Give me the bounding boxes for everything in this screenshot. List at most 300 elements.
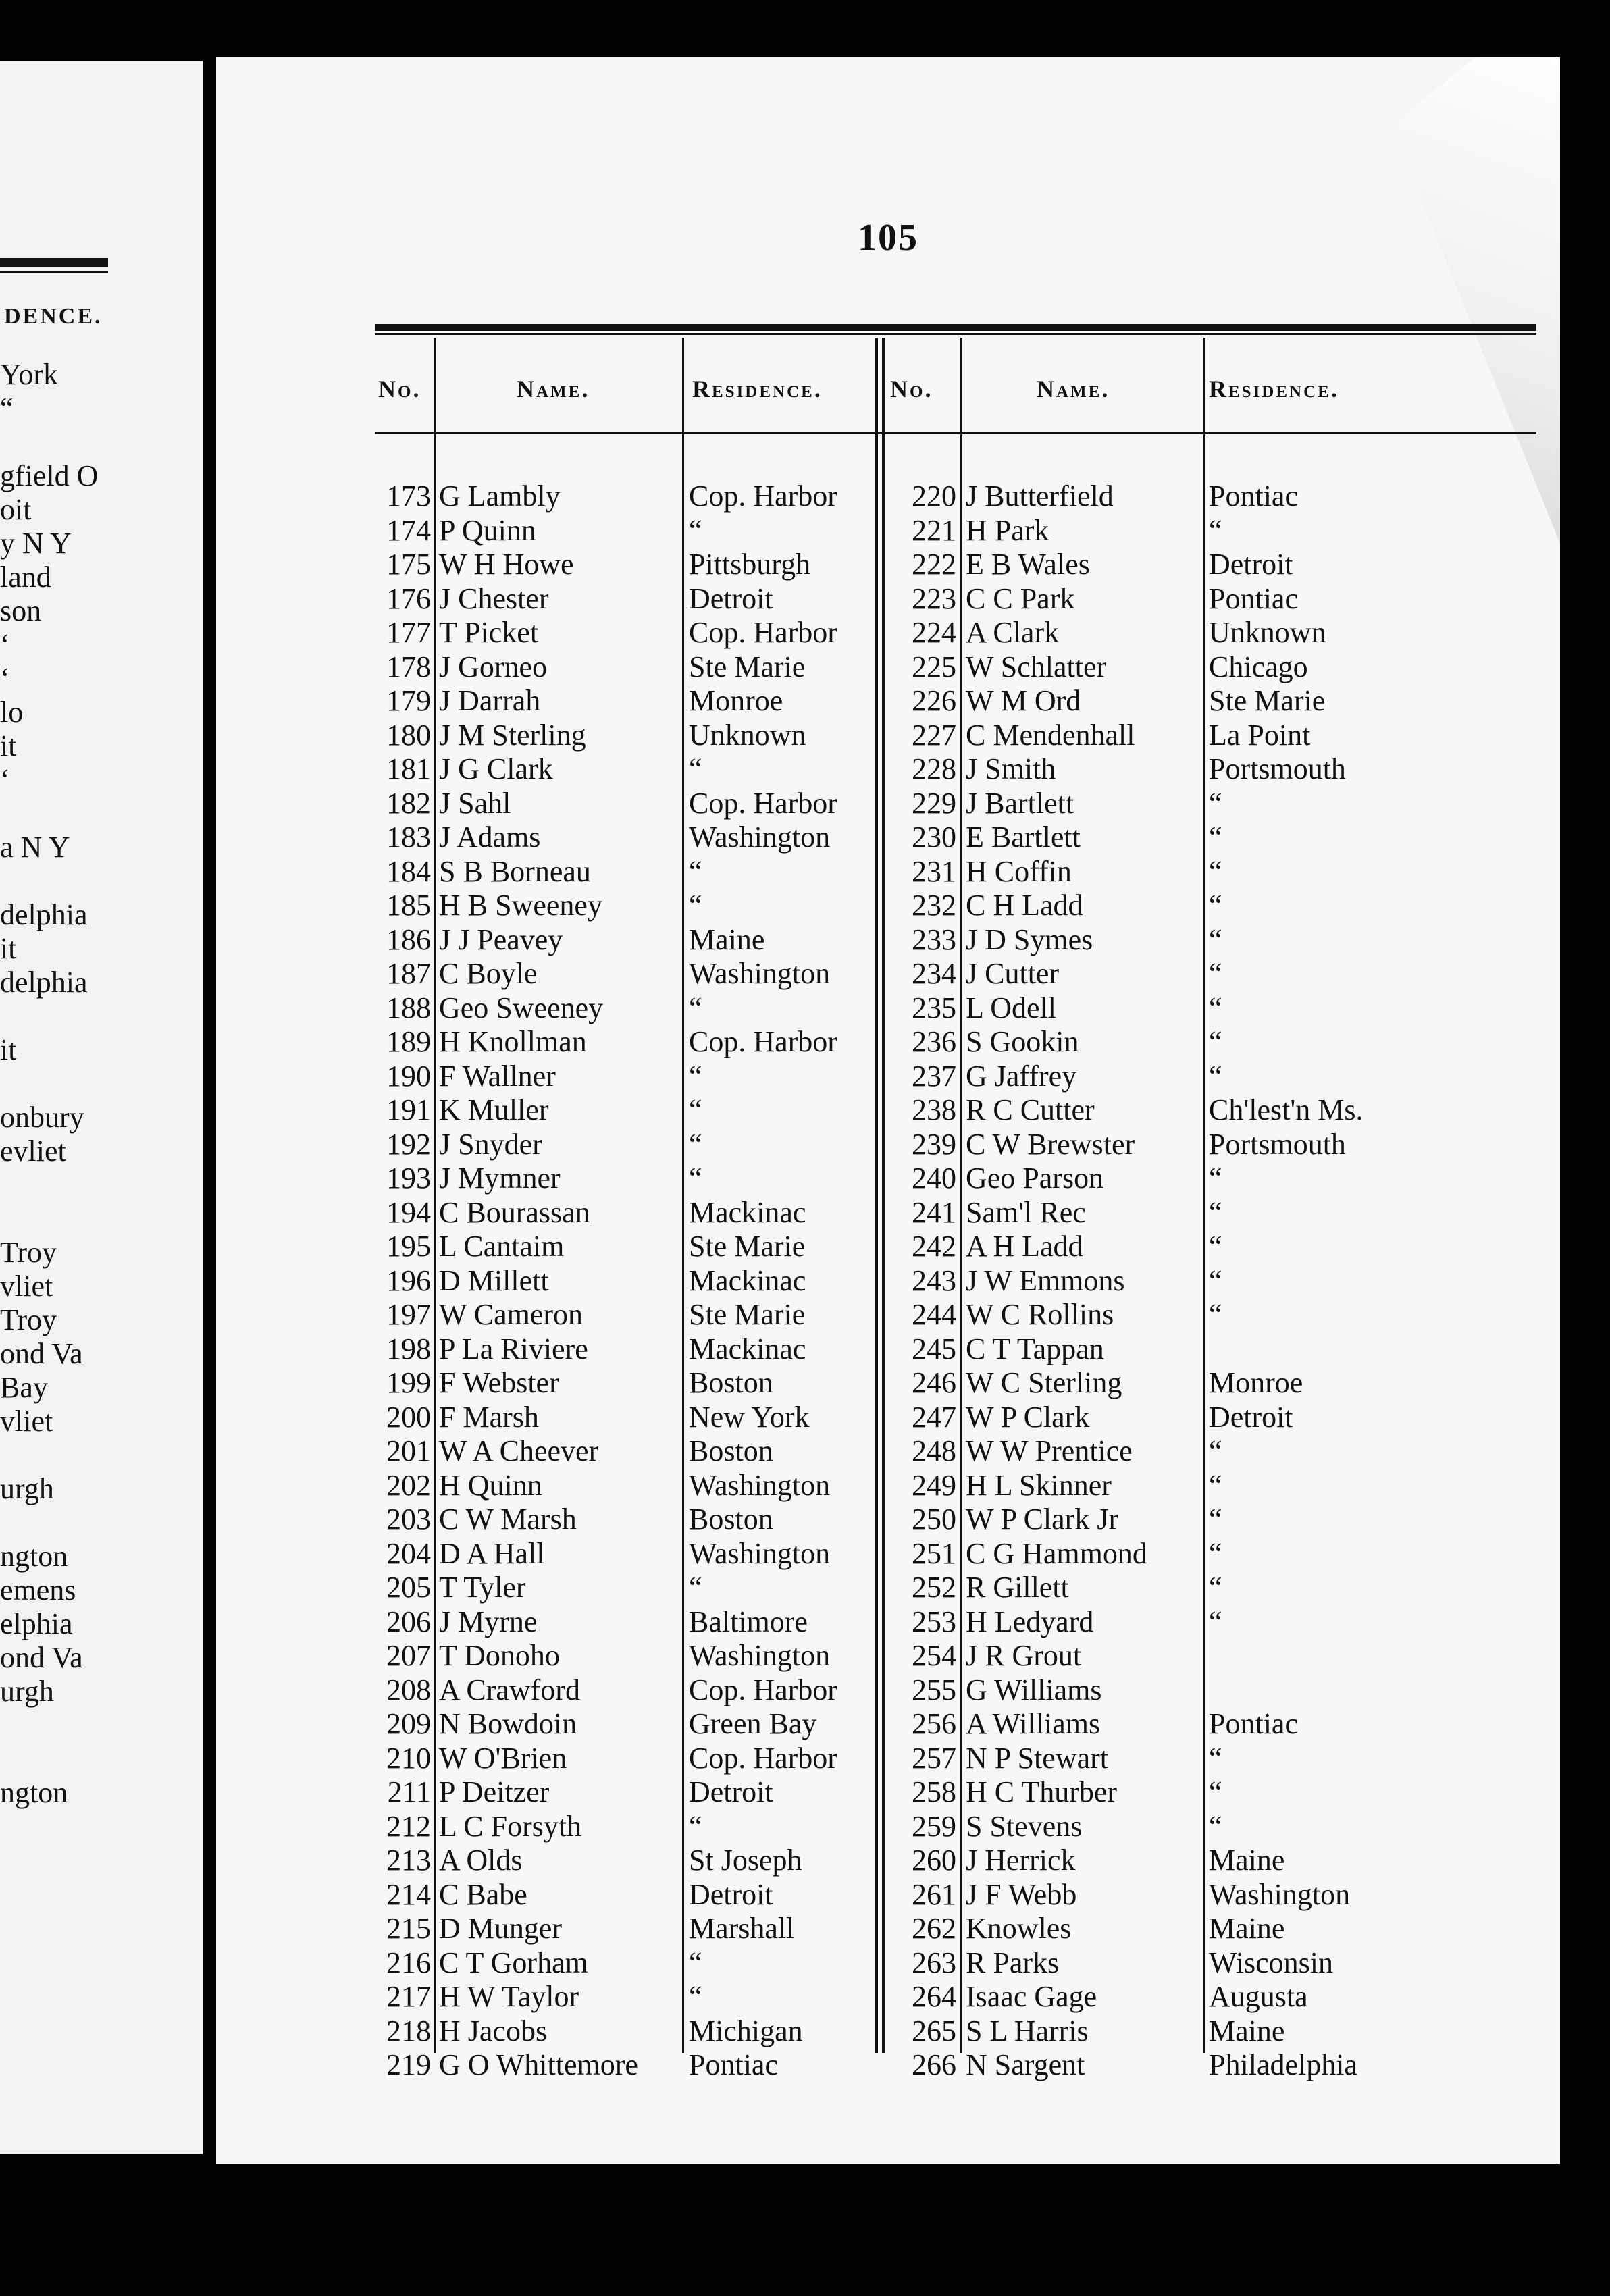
entry-number: 244: [912, 1298, 956, 1331]
entry-name: P Quinn: [439, 513, 536, 547]
column-rule: [960, 338, 962, 2053]
entry-name: T Picket: [439, 616, 539, 649]
entry-name: D Millett: [439, 1263, 549, 1297]
entry-name: C W Marsh: [439, 1503, 577, 1536]
entry-name: P La Riviere: [439, 1332, 588, 1365]
header-name-right: Name.: [1037, 375, 1110, 402]
entry-number: 182: [386, 786, 431, 820]
entry-name: J G Clark: [439, 752, 553, 785]
entry-name: F Wallner: [439, 1059, 556, 1093]
entry-name: R Gillett: [966, 1571, 1069, 1604]
entry-name: W Cameron: [439, 1298, 583, 1331]
entry-residence: Baltimore: [689, 1604, 808, 1638]
left-page-entry: Troy: [0, 1303, 57, 1336]
left-page-entry: delphia: [0, 966, 88, 999]
entry-residence: Pontiac: [1209, 479, 1298, 513]
entry-residence: “: [1209, 1468, 1222, 1502]
left-page-entry: ond Va: [0, 1337, 83, 1370]
left-column-header: DENCE.: [4, 304, 103, 329]
entry-name: G Williams: [966, 1673, 1102, 1706]
left-page-entry: y N Y: [0, 527, 72, 560]
entry-name: H B Sweeney: [439, 889, 602, 922]
entry-number: 213: [386, 1844, 431, 1877]
entry-name: N Sargent: [966, 2048, 1085, 2081]
left-top-rule-thin: [0, 271, 108, 273]
entry-number: 234: [912, 957, 956, 990]
entry-name: A Williams: [966, 1707, 1101, 1740]
entry-name: J F Webb: [966, 1877, 1077, 1911]
entry-name: C T Gorham: [439, 1946, 588, 1979]
entry-name: P Deitzer: [439, 1775, 550, 1808]
entry-residence: Monroe: [1209, 1366, 1303, 1399]
entry-number: 251: [912, 1536, 956, 1570]
entry-number: 214: [386, 1877, 431, 1911]
entry-name: W P Clark Jr: [966, 1503, 1119, 1536]
entry-name: J Smith: [966, 752, 1056, 785]
entry-residence: Ste Marie: [689, 1298, 806, 1331]
entry-residence: Unknown: [1209, 616, 1326, 649]
entry-name: G Lambly: [439, 479, 561, 513]
entry-name: C Babe: [439, 1877, 527, 1911]
entry-name: T Donoho: [439, 1639, 560, 1672]
entry-number: 193: [386, 1162, 431, 1195]
entry-number: 210: [386, 1741, 431, 1775]
entry-residence: Pontiac: [689, 2048, 778, 2081]
entry-number: 259: [912, 1809, 956, 1843]
entry-name: J Mymner: [439, 1162, 561, 1195]
entry-number: 195: [386, 1230, 431, 1263]
entry-number: 255: [912, 1673, 956, 1706]
entry-number: 243: [912, 1263, 956, 1297]
entry-residence: “: [1209, 513, 1222, 547]
entry-number: 242: [912, 1230, 956, 1263]
left-page-entry: ngton: [0, 1540, 68, 1573]
entry-residence: “: [689, 854, 702, 888]
column-rule: [434, 338, 436, 2053]
entry-name: J Adams: [439, 820, 541, 854]
entry-number: 207: [386, 1639, 431, 1672]
entry-residence: Marshall: [689, 1912, 795, 1945]
entry-residence: Green Bay: [689, 1707, 817, 1740]
entry-residence: New York: [689, 1400, 810, 1434]
entry-name: W O'Brien: [439, 1741, 567, 1775]
entry-residence: Washington: [1209, 1877, 1351, 1911]
page-number: 105: [858, 217, 918, 259]
entry-name: G O Whittemore: [439, 2048, 638, 2081]
entry-number: 200: [386, 1400, 431, 1434]
left-page-entry: “: [0, 392, 14, 425]
entry-name: W C Rollins: [966, 1298, 1114, 1331]
entry-number: 186: [386, 922, 431, 956]
entry-residence: Ch'lest'n Ms.: [1209, 1093, 1364, 1126]
header-name-left: Name.: [517, 375, 590, 402]
entry-name: R C Cutter: [966, 1093, 1095, 1126]
entry-number: 261: [912, 1877, 956, 1911]
entry-residence: “: [1209, 820, 1222, 854]
entry-number: 211: [387, 1775, 431, 1808]
entry-number: 226: [912, 684, 956, 717]
entry-name: H L Skinner: [966, 1468, 1112, 1502]
entry-name: J Bartlett: [966, 786, 1074, 820]
entry-name: S B Borneau: [439, 854, 591, 888]
entry-name: J Cutter: [966, 957, 1060, 990]
entry-number: 236: [912, 1025, 956, 1058]
entry-number: 185: [386, 889, 431, 922]
entry-number: 254: [912, 1639, 956, 1672]
entry-number: 239: [912, 1127, 956, 1161]
entry-name: C Bourassan: [439, 1195, 590, 1229]
entry-residence: “: [1209, 1298, 1222, 1331]
entry-name: E Bartlett: [966, 820, 1081, 854]
entry-number: 225: [912, 650, 956, 683]
entry-residence: “: [689, 1946, 702, 1979]
entry-name: J W Emmons: [966, 1263, 1125, 1297]
entry-residence: Washington: [689, 957, 831, 990]
entry-number: 206: [386, 1604, 431, 1638]
entry-number: 192: [386, 1127, 431, 1161]
entry-number: 263: [912, 1946, 956, 1979]
entry-residence: “: [1209, 1059, 1222, 1093]
entry-residence: Monroe: [689, 684, 783, 717]
entry-residence: “: [1209, 854, 1222, 888]
entry-residence: Cop. Harbor: [689, 786, 837, 820]
entry-residence: Pontiac: [1209, 1707, 1298, 1740]
entry-name: J Herrick: [966, 1844, 1076, 1877]
entry-residence: Detroit: [689, 581, 773, 615]
left-page-entry: vliet: [0, 1405, 53, 1438]
left-page-entry: elphia: [0, 1607, 73, 1640]
entry-number: 228: [912, 752, 956, 785]
entry-number: 237: [912, 1059, 956, 1093]
entry-residence: Portsmouth: [1209, 1127, 1346, 1161]
entry-residence: “: [1209, 1025, 1222, 1058]
entry-number: 188: [386, 991, 431, 1024]
entry-name: C Mendenhall: [966, 718, 1135, 752]
entry-residence: Boston: [689, 1434, 773, 1467]
entry-residence: Unknown: [689, 718, 806, 752]
entry-name: G Jaffrey: [966, 1059, 1077, 1093]
top-rule: [375, 324, 1536, 331]
entry-name: A Crawford: [439, 1673, 580, 1706]
entry-name: C G Hammond: [966, 1536, 1147, 1570]
entry-residence: Wisconsin: [1209, 1946, 1333, 1979]
header-residence-right: Residence.: [1209, 375, 1339, 402]
entry-number: 180: [386, 718, 431, 752]
left-top-rule: [0, 258, 108, 267]
entry-residence: “: [689, 513, 702, 547]
entry-name: K Muller: [439, 1093, 549, 1126]
entry-residence: “: [689, 1980, 702, 2013]
entry-number: 177: [386, 616, 431, 649]
entry-name: D A Hall: [439, 1536, 545, 1570]
entry-residence: “: [1209, 1809, 1222, 1843]
entry-residence: Chicago: [1209, 650, 1308, 683]
entry-residence: La Point: [1209, 718, 1311, 752]
entry-name: E B Wales: [966, 548, 1090, 581]
entry-number: 258: [912, 1775, 956, 1808]
left-page-entry: urgh: [0, 1675, 54, 1708]
entry-name: Knowles: [966, 1912, 1072, 1945]
entry-residence: “: [689, 752, 702, 785]
entry-name: T Tyler: [439, 1571, 526, 1604]
entry-number: 227: [912, 718, 956, 752]
entry-number: 252: [912, 1571, 956, 1604]
entry-name: J Butterfield: [966, 479, 1114, 513]
left-page-entry: ngton: [0, 1776, 68, 1809]
entry-name: S L Harris: [966, 2014, 1089, 2047]
entry-residence: Detroit: [1209, 1400, 1293, 1434]
entry-residence: Washington: [689, 1639, 831, 1672]
entry-number: 218: [386, 2014, 431, 2047]
entry-number: 178: [386, 650, 431, 683]
entry-residence: Mackinac: [689, 1263, 806, 1297]
entry-number: 173: [386, 479, 431, 513]
entry-name: J Snyder: [439, 1127, 542, 1161]
left-page-entry: emens: [0, 1573, 76, 1607]
entry-residence: “: [689, 991, 702, 1024]
entry-name: C W Brewster: [966, 1127, 1135, 1161]
entry-name: C Boyle: [439, 957, 538, 990]
entry-number: 209: [386, 1707, 431, 1740]
entry-number: 208: [386, 1673, 431, 1706]
left-page-entry: delphia: [0, 898, 88, 931]
left-page-entry: onbury: [0, 1101, 84, 1134]
entry-number: 203: [386, 1503, 431, 1536]
left-page-entry: urgh: [0, 1472, 54, 1505]
entry-number: 253: [912, 1604, 956, 1638]
entry-number: 247: [912, 1400, 956, 1434]
column-rule: [1203, 338, 1205, 2053]
entry-number: 175: [386, 548, 431, 581]
entry-residence: “: [1209, 889, 1222, 922]
entry-name: J J Peavey: [439, 922, 563, 956]
entry-residence: Cop. Harbor: [689, 1741, 837, 1775]
left-page-entry: a N Y: [0, 831, 70, 864]
entry-residence: Boston: [689, 1503, 773, 1536]
entry-number: 190: [386, 1059, 431, 1093]
entry-name: J D Symes: [966, 922, 1093, 956]
entry-number: 196: [386, 1263, 431, 1297]
entry-residence: Boston: [689, 1366, 773, 1399]
entry-name: W H Howe: [439, 548, 574, 581]
entry-name: D Munger: [439, 1912, 563, 1945]
entry-residence: Mackinac: [689, 1195, 806, 1229]
header-no-right: No.: [890, 375, 933, 402]
entry-number: 221: [912, 513, 956, 547]
folded-corner: [1391, 57, 1560, 544]
header-no-left: No.: [378, 375, 421, 402]
entry-name: W Schlatter: [966, 650, 1107, 683]
entry-residence: Philadelphia: [1209, 2048, 1357, 2081]
entry-number: 262: [912, 1912, 956, 1945]
entry-residence: “: [1209, 1230, 1222, 1263]
entry-name: W A Cheever: [439, 1434, 599, 1467]
entry-number: 201: [386, 1434, 431, 1467]
entry-number: 202: [386, 1468, 431, 1502]
left-page-entry: ‘: [0, 662, 10, 695]
entry-name: N P Stewart: [966, 1741, 1109, 1775]
entry-number: 220: [912, 479, 956, 513]
entry-number: 224: [912, 616, 956, 649]
entry-number: 187: [386, 957, 431, 990]
entry-name: H Park: [966, 513, 1049, 547]
entry-name: S Gookin: [966, 1025, 1079, 1058]
entry-name: H C Thurber: [966, 1775, 1118, 1808]
entry-name: A Olds: [439, 1844, 523, 1877]
entry-name: C T Tappan: [966, 1332, 1104, 1365]
entry-residence: “: [1209, 1195, 1222, 1229]
entry-number: 217: [386, 1980, 431, 2013]
entry-residence: “: [1209, 957, 1222, 990]
left-page-entry: vliet: [0, 1270, 53, 1303]
entry-residence: Ste Marie: [689, 1230, 806, 1263]
entry-number: 181: [386, 752, 431, 785]
entry-number: 198: [386, 1332, 431, 1365]
left-page-entry: land: [0, 560, 51, 594]
entry-name: Geo Parson: [966, 1162, 1104, 1195]
entry-number: 250: [912, 1503, 956, 1536]
entry-number: 179: [386, 684, 431, 717]
entry-number: 183: [386, 820, 431, 854]
entry-name: A Clark: [966, 616, 1060, 649]
left-page-entry: oit: [0, 493, 32, 526]
entry-name: J R Grout: [966, 1639, 1082, 1672]
left-page-entry: it: [0, 1033, 17, 1066]
entry-residence: “: [689, 1571, 702, 1604]
entry-name: C H Ladd: [966, 889, 1083, 922]
column-divider: [875, 338, 878, 2053]
entry-residence: Cop. Harbor: [689, 1025, 837, 1058]
entry-residence: “: [1209, 991, 1222, 1024]
entry-number: 174: [386, 513, 431, 547]
entry-residence: “: [1209, 1162, 1222, 1195]
left-page-entry: ‘: [0, 763, 10, 796]
entry-number: 245: [912, 1332, 956, 1365]
entry-number: 194: [386, 1195, 431, 1229]
entry-name: F Marsh: [439, 1400, 539, 1434]
entry-residence: Augusta: [1209, 1980, 1308, 2013]
entry-name: N Bowdoin: [439, 1707, 577, 1740]
left-page-entry: evliet: [0, 1134, 66, 1168]
entry-residence: “: [1209, 1604, 1222, 1638]
entry-residence: Mackinac: [689, 1332, 806, 1365]
entry-name: J Sahl: [439, 786, 511, 820]
entry-number: 176: [386, 581, 431, 615]
entry-name: Isaac Gage: [966, 1980, 1097, 2013]
left-page-entry: son: [0, 594, 42, 627]
entry-number: 216: [386, 1946, 431, 1979]
left-page-entry: gfield O: [0, 459, 99, 492]
entry-name: W W Prentice: [966, 1434, 1133, 1467]
entry-number: 230: [912, 820, 956, 854]
entry-name: H W Taylor: [439, 1980, 579, 2013]
entry-number: 246: [912, 1366, 956, 1399]
entry-number: 215: [386, 1912, 431, 1945]
column-rule: [682, 338, 684, 2053]
column-divider: [882, 338, 885, 2053]
entry-number: 222: [912, 548, 956, 581]
entry-number: 233: [912, 922, 956, 956]
entry-name: R Parks: [966, 1946, 1060, 1979]
entry-name: H Knollman: [439, 1025, 587, 1058]
top-rule-thin: [375, 333, 1536, 335]
entry-residence: Portsmouth: [1209, 752, 1346, 785]
entry-residence: “: [689, 1093, 702, 1126]
header-rule: [375, 432, 1536, 434]
entry-number: 249: [912, 1468, 956, 1502]
entry-residence: St Joseph: [689, 1844, 802, 1877]
entry-number: 264: [912, 1980, 956, 2013]
entry-residence: Ste Marie: [689, 650, 806, 683]
left-page-entry: Troy: [0, 1236, 57, 1269]
entry-number: 235: [912, 991, 956, 1024]
entry-number: 256: [912, 1707, 956, 1740]
left-page-entry: lo: [0, 696, 24, 729]
entry-number: 265: [912, 2014, 956, 2047]
entry-name: W C Sterling: [966, 1366, 1122, 1399]
entry-number: 240: [912, 1162, 956, 1195]
entry-name: F Webster: [439, 1366, 559, 1399]
entry-residence: Ste Marie: [1209, 684, 1326, 717]
entry-number: 191: [386, 1093, 431, 1126]
entry-residence: “: [1209, 1434, 1222, 1467]
entry-residence: Maine: [1209, 1912, 1285, 1945]
entry-residence: “: [1209, 1741, 1222, 1775]
entry-name: W P Clark: [966, 1400, 1090, 1434]
left-page-entry: ‘: [0, 628, 10, 661]
entry-name: J M Sterling: [439, 718, 586, 752]
entry-number: 266: [912, 2048, 956, 2081]
entry-name: H Jacobs: [439, 2014, 548, 2047]
entry-residence: Cop. Harbor: [689, 616, 837, 649]
entry-residence: Maine: [689, 922, 765, 956]
entry-number: 232: [912, 889, 956, 922]
entry-name: L C Forsyth: [439, 1809, 582, 1843]
entry-number: 184: [386, 854, 431, 888]
entry-number: 189: [386, 1025, 431, 1058]
entry-residence: “: [1209, 922, 1222, 956]
entry-number: 212: [386, 1809, 431, 1843]
entry-residence: “: [1209, 1263, 1222, 1297]
entry-number: 205: [386, 1571, 431, 1604]
entry-name: J Gorneo: [439, 650, 548, 683]
entry-number: 231: [912, 854, 956, 888]
left-page-entry: York: [0, 358, 59, 391]
entry-name: S Stevens: [966, 1809, 1083, 1843]
entry-residence: Detroit: [689, 1775, 773, 1808]
entry-number: 241: [912, 1195, 956, 1229]
left-page-entry: it: [0, 932, 17, 965]
entry-residence: Detroit: [1209, 548, 1293, 581]
entry-name: J Chester: [439, 581, 549, 615]
entry-number: 197: [386, 1298, 431, 1331]
left-page-entry: ond Va: [0, 1641, 83, 1674]
entry-residence: Cop. Harbor: [689, 479, 837, 513]
entry-residence: “: [689, 889, 702, 922]
entry-name: L Odell: [966, 991, 1056, 1024]
entry-residence: Maine: [1209, 2014, 1285, 2047]
entry-number: 238: [912, 1093, 956, 1126]
entry-number: 204: [386, 1536, 431, 1570]
entry-name: H Coffin: [966, 854, 1072, 888]
entry-residence: “: [1209, 1503, 1222, 1536]
entry-residence: Michigan: [689, 2014, 803, 2047]
entry-name: J Darrah: [439, 684, 541, 717]
entry-name: H Quinn: [439, 1468, 542, 1502]
entry-number: 219: [386, 2048, 431, 2081]
entry-number: 199: [386, 1366, 431, 1399]
entry-residence: “: [1209, 1536, 1222, 1570]
